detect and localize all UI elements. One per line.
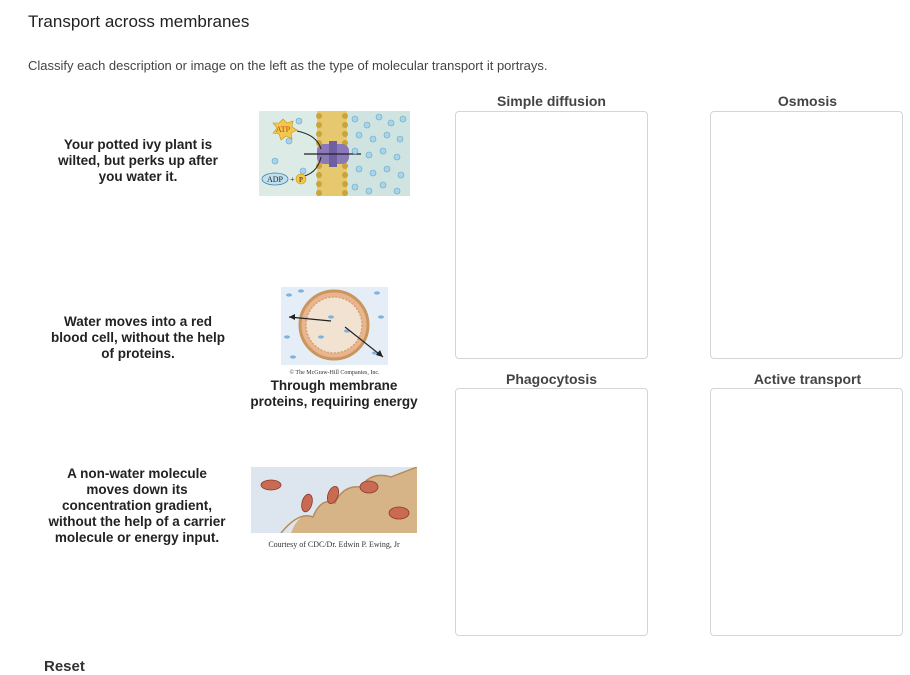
svg-text:P: P — [299, 176, 303, 184]
bin-label-phagocytosis: Phagocytosis — [505, 371, 598, 387]
atp-membrane-figure — [259, 111, 410, 196]
reset-button[interactable]: Reset — [44, 658, 85, 675]
bin-phagocytosis[interactable] — [455, 388, 648, 636]
bin-active-transport[interactable] — [710, 388, 903, 636]
bin-label-osmosis: Osmosis — [777, 93, 838, 109]
bin-simple-diffusion[interactable] — [455, 111, 648, 359]
cell-membrane-figure — [281, 287, 388, 365]
bin-label-active-transport: Active transport — [753, 371, 862, 387]
phagocytosis-image-caption: Courtesy of CDC/Dr. Edwin P. Ewing, Jr — [268, 540, 400, 549]
card-non-water-molecule[interactable]: A non-water molecule moves down its concentration gradient, without the help of a carrier molecule or energy input. — [48, 466, 226, 545]
bin-label-simple-diffusion: Simple diffusion — [497, 93, 606, 109]
page-title: Transport across membranes — [28, 12, 250, 31]
svg-text:+: + — [290, 175, 295, 184]
card-ivy-plant[interactable]: Your potted ivy plant is wilted, but perks up after you water it. — [58, 137, 218, 184]
phagocytosis-image[interactable] — [251, 467, 417, 547]
card-red-blood-cell[interactable]: Water moves into a red blood cell, without the help of proteins. — [51, 314, 225, 361]
instructions: Classify each description or image on the left as the type of molecular transport it portrays. — [28, 58, 548, 73]
cell-image-caption: © The McGraw-Hill Companies, Inc. — [289, 370, 380, 376]
bin-osmosis[interactable] — [710, 111, 903, 359]
svg-text:ATP: ATP — [275, 125, 291, 134]
cell-diffusion-image[interactable] — [281, 287, 388, 375]
phagocytosis-figure — [251, 467, 417, 533]
svg-text:ADP: ADP — [266, 175, 284, 184]
active-transport-image[interactable] — [259, 111, 410, 196]
card-membrane-proteins[interactable]: Through membrane proteins, requiring energy — [250, 378, 418, 409]
